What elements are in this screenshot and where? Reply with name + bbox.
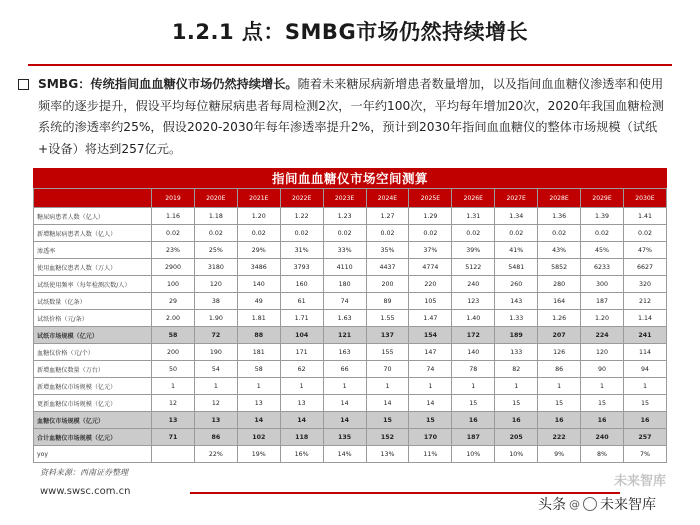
year-header-cell: 2026E <box>452 189 495 208</box>
table-cell: 0.02 <box>152 225 195 242</box>
table-cell: 6233 <box>581 259 624 276</box>
market-table <box>33 168 667 463</box>
bullet-body-text: 随着未来糖尿病新增患者数量增加，以及指间血血糖仪渗透率和使用频率的逐步提升，假设平均每位糖尿病患者每周检测2次，一年约100次，平均每年增加20次，2020年我国血糖检测系统的渗透率约25%，假设2020-2030年每年渗透率提升2%，预计到2030年指间血血糖仪的整体市场规模（试纸+设备）将达到257亿元。 <box>38 77 664 156</box>
table-cell: 1.55 <box>366 310 409 327</box>
year-header-cell: 2028E <box>538 189 581 208</box>
year-header-cell: 2024E <box>366 189 409 208</box>
table-cell: 11% <box>409 446 452 463</box>
table-cell: 0.02 <box>623 225 666 242</box>
table-cell: 1.71 <box>280 310 323 327</box>
table-cell: 13 <box>280 395 323 412</box>
table-cell: 1.18 <box>194 208 237 225</box>
row-label: 血糖仪价格（元/个） <box>34 344 152 361</box>
table-cell: 6627 <box>623 259 666 276</box>
table-row <box>34 293 667 310</box>
table-cell: 181 <box>237 344 280 361</box>
table-cell: 38 <box>194 293 237 310</box>
table-cell: 280 <box>538 276 581 293</box>
table-cell: 257 <box>623 429 666 446</box>
table-cell: 15 <box>495 395 538 412</box>
table-cell: 66 <box>323 361 366 378</box>
table-cell: 14% <box>323 446 366 463</box>
row-label: 更新血糖仪市场规模（亿元） <box>34 395 152 412</box>
footer-url: www.swsc.com.cn <box>40 486 131 497</box>
table-cell: 1 <box>237 378 280 395</box>
table-cell: 86 <box>538 361 581 378</box>
table-cell: 0.02 <box>452 225 495 242</box>
table-cell: 74 <box>323 293 366 310</box>
year-header-cell: 2025E <box>409 189 452 208</box>
watermark-logo: 未来智库 <box>613 474 666 489</box>
source-note: 资料来源：西南证券整理 <box>40 468 128 477</box>
table-cell: 1 <box>366 378 409 395</box>
table-cell: 1.16 <box>152 208 195 225</box>
table-cell: 140 <box>237 276 280 293</box>
table-cell: 58 <box>237 361 280 378</box>
table-cell: 39% <box>452 242 495 259</box>
row-label: 新增血糖仪市场规模（亿元） <box>34 378 152 395</box>
table-cell: 16 <box>581 412 624 429</box>
table-cell: 1.26 <box>538 310 581 327</box>
year-header-cell: 2019 <box>152 189 195 208</box>
table-cell: 1 <box>409 378 452 395</box>
slide-header <box>0 0 700 62</box>
table-cell: 14 <box>280 412 323 429</box>
table-cell: 13 <box>194 412 237 429</box>
at-sign: @ <box>569 497 580 511</box>
table-cell: 15 <box>366 412 409 429</box>
table-header-row <box>34 189 667 208</box>
table-cell: 102 <box>237 429 280 446</box>
table-cell: 0.02 <box>495 225 538 242</box>
table-row <box>34 361 667 378</box>
table-cell: 8% <box>581 446 624 463</box>
table-cell: 222 <box>538 429 581 446</box>
table-cell: 240 <box>452 276 495 293</box>
table-cell: 1.34 <box>495 208 538 225</box>
table-cell: 241 <box>623 327 666 344</box>
toutiao-watermark <box>538 494 656 514</box>
table-cell: 1 <box>495 378 538 395</box>
table-row <box>34 395 667 412</box>
table-cell: 0.02 <box>237 225 280 242</box>
table-cell: 70 <box>366 361 409 378</box>
year-header-cell: 2020E <box>194 189 237 208</box>
table-cell: 88 <box>237 327 280 344</box>
table-cell: 13 <box>152 412 195 429</box>
table-cell: 1 <box>323 378 366 395</box>
table-cell: 104 <box>280 327 323 344</box>
table-row <box>34 378 667 395</box>
table-cell: 1.81 <box>237 310 280 327</box>
table-cell: 114 <box>623 344 666 361</box>
table-cell: 0.02 <box>581 225 624 242</box>
table-row <box>34 429 667 446</box>
toutiao-prefix: 头条 <box>538 497 566 513</box>
header-corner-cell <box>34 189 152 208</box>
table-cell: 86 <box>194 429 237 446</box>
checkbox-bullet-icon <box>18 79 29 90</box>
table-cell: 1.33 <box>495 310 538 327</box>
table-cell: 37% <box>409 242 452 259</box>
table-cell: 171 <box>280 344 323 361</box>
table-cell: 14 <box>366 395 409 412</box>
table-cell: 300 <box>581 276 624 293</box>
table-row <box>34 310 667 327</box>
table-cell: 0.02 <box>280 225 323 242</box>
table-cell: 189 <box>495 327 538 344</box>
table-cell: 1.41 <box>623 208 666 225</box>
table-cell: 0.02 <box>194 225 237 242</box>
table-cell: 1.27 <box>366 208 409 225</box>
table-cell: 207 <box>538 327 581 344</box>
table-cell: 0.02 <box>366 225 409 242</box>
table-cell: 100 <box>152 276 195 293</box>
table-cell: 1.40 <box>452 310 495 327</box>
table-cell: 0.02 <box>538 225 581 242</box>
table-cell: 147 <box>409 344 452 361</box>
table-row <box>34 208 667 225</box>
table-cell: 1 <box>152 378 195 395</box>
table-cell: 89 <box>366 293 409 310</box>
table-cell: 2.00 <box>152 310 195 327</box>
table-cell: 105 <box>409 293 452 310</box>
table-cell: 13% <box>366 446 409 463</box>
table-cell: 200 <box>366 276 409 293</box>
table-row <box>34 327 667 344</box>
table-cell: 9% <box>538 446 581 463</box>
table-cell: 49 <box>237 293 280 310</box>
table-cell: 212 <box>623 293 666 310</box>
table-cell: 240 <box>581 429 624 446</box>
table-cell: 140 <box>452 344 495 361</box>
table-cell: 16 <box>538 412 581 429</box>
table-cell: 155 <box>366 344 409 361</box>
table-cell: 45% <box>581 242 624 259</box>
table-cell: 12 <box>194 395 237 412</box>
table-cell: 3180 <box>194 259 237 276</box>
table-cell: 12 <box>152 395 195 412</box>
toutiao-name: 未来智库 <box>600 497 656 513</box>
table-cell: 4774 <box>409 259 452 276</box>
table-cell: 120 <box>581 344 624 361</box>
table-cell: 133 <box>495 344 538 361</box>
table-cell: 1.47 <box>409 310 452 327</box>
table-cell: 1.22 <box>280 208 323 225</box>
table-cell: 90 <box>581 361 624 378</box>
table-cell: 54 <box>194 361 237 378</box>
table-cell: 14 <box>323 412 366 429</box>
table-cell: 3486 <box>237 259 280 276</box>
table-cell: 4437 <box>366 259 409 276</box>
table-cell: 1.20 <box>237 208 280 225</box>
table-cell: 29 <box>152 293 195 310</box>
table-cell: 16% <box>280 446 323 463</box>
table-cell: 1.36 <box>538 208 581 225</box>
table-cell: 61 <box>280 293 323 310</box>
table-cell: 0.02 <box>323 225 366 242</box>
table-cell: 58 <box>152 327 195 344</box>
row-label: 使用血糖仪患者人数（万人） <box>34 259 152 276</box>
row-label: 血糖仪市场规模（亿元） <box>34 412 152 429</box>
table-cell: 1.23 <box>323 208 366 225</box>
table-cell: 135 <box>323 429 366 446</box>
table-row <box>34 259 667 276</box>
row-label: 合计血糖仪市场规模（亿元） <box>34 429 152 446</box>
table-row <box>34 225 667 242</box>
table-cell: 50 <box>152 361 195 378</box>
table-body <box>34 208 667 463</box>
row-label: 试纸数量（亿条） <box>34 293 152 310</box>
title-divider <box>28 64 672 66</box>
table-cell: 1 <box>194 378 237 395</box>
table-cell <box>152 446 195 463</box>
table-cell: 33% <box>323 242 366 259</box>
table-row <box>34 276 667 293</box>
table-cell: 19% <box>237 446 280 463</box>
table-cell: 121 <box>323 327 366 344</box>
table-cell: 220 <box>409 276 452 293</box>
table-row <box>34 344 667 361</box>
table-cell: 35% <box>366 242 409 259</box>
table-cell: 15 <box>581 395 624 412</box>
table-title: 指间血血糖仪市场空间测算 <box>33 168 667 188</box>
table-cell: 62 <box>280 361 323 378</box>
table-cell: 47% <box>623 242 666 259</box>
table-cell: 205 <box>495 429 538 446</box>
bullet-lead-text: SMBG：传统指间血血糖仪市场仍然持续增长。 <box>38 77 298 91</box>
table-cell: 1 <box>581 378 624 395</box>
table-cell: 74 <box>409 361 452 378</box>
table-cell: 0.02 <box>409 225 452 242</box>
table-cell: 78 <box>452 361 495 378</box>
table-cell: 1.31 <box>452 208 495 225</box>
table-row <box>34 412 667 429</box>
table-cell: 172 <box>452 327 495 344</box>
table-cell: 15 <box>538 395 581 412</box>
table-cell: 15 <box>452 395 495 412</box>
table-cell: 1.14 <box>623 310 666 327</box>
table-cell: 16 <box>495 412 538 429</box>
table-cell: 72 <box>194 327 237 344</box>
table-cell: 320 <box>623 276 666 293</box>
table-cell: 164 <box>538 293 581 310</box>
table-cell: 190 <box>194 344 237 361</box>
year-header-cell: 2022E <box>280 189 323 208</box>
table-cell: 1 <box>452 378 495 395</box>
table-cell: 260 <box>495 276 538 293</box>
table-cell: 163 <box>323 344 366 361</box>
table-cell: 5481 <box>495 259 538 276</box>
table-cell: 1 <box>280 378 323 395</box>
year-header-cell: 2027E <box>495 189 538 208</box>
table-cell: 29% <box>237 242 280 259</box>
table-cell: 16 <box>623 412 666 429</box>
table-cell: 2900 <box>152 259 195 276</box>
table-cell: 126 <box>538 344 581 361</box>
table-cell: 200 <box>152 344 195 361</box>
table-cell: 4110 <box>323 259 366 276</box>
data-table <box>33 188 667 463</box>
table-cell: 118 <box>280 429 323 446</box>
table-cell: 10% <box>495 446 538 463</box>
year-header-cell: 2021E <box>237 189 280 208</box>
table-cell: 1 <box>623 378 666 395</box>
table-cell: 82 <box>495 361 538 378</box>
table-cell: 152 <box>366 429 409 446</box>
table-cell: 1.20 <box>581 310 624 327</box>
table-cell: 120 <box>194 276 237 293</box>
table-cell: 13 <box>237 395 280 412</box>
table-cell: 22% <box>194 446 237 463</box>
table-cell: 10% <box>452 446 495 463</box>
table-cell: 143 <box>495 293 538 310</box>
table-cell: 170 <box>409 429 452 446</box>
table-cell: 154 <box>409 327 452 344</box>
row-label: 试纸市场规模（亿元） <box>34 327 152 344</box>
table-cell: 5852 <box>538 259 581 276</box>
table-cell: 25% <box>194 242 237 259</box>
year-header-cell: 2029E <box>581 189 624 208</box>
table-cell: 16 <box>452 412 495 429</box>
row-label: 试纸使用频率（每年检测次数/人） <box>34 276 152 293</box>
table-cell: 14 <box>409 395 452 412</box>
table-cell: 160 <box>280 276 323 293</box>
row-label: 糖尿病患者人数（亿人） <box>34 208 152 225</box>
table-cell: 123 <box>452 293 495 310</box>
table-row <box>34 242 667 259</box>
row-label: 渗透率 <box>34 242 152 259</box>
table-cell: 3793 <box>280 259 323 276</box>
table-cell: 187 <box>452 429 495 446</box>
table-cell: 14 <box>323 395 366 412</box>
table-row <box>34 446 667 463</box>
table-cell: 94 <box>623 361 666 378</box>
table-cell: 1.63 <box>323 310 366 327</box>
table-cell: 137 <box>366 327 409 344</box>
table-cell: 224 <box>581 327 624 344</box>
year-header-cell: 2030E <box>623 189 666 208</box>
table-cell: 15 <box>409 412 452 429</box>
table-cell: 180 <box>323 276 366 293</box>
table-cell: 1.39 <box>581 208 624 225</box>
row-label: 新增血糖仪数量（万台） <box>34 361 152 378</box>
table-cell: 5122 <box>452 259 495 276</box>
wechat-icon <box>583 497 597 511</box>
table-cell: 23% <box>152 242 195 259</box>
row-label: yoy <box>34 446 152 463</box>
table-cell: 7% <box>623 446 666 463</box>
table-cell: 15 <box>623 395 666 412</box>
table-cell: 41% <box>495 242 538 259</box>
row-label: 新增糖尿病患者人数（亿人） <box>34 225 152 242</box>
table-cell: 1.29 <box>409 208 452 225</box>
row-label: 试纸价格（元/条） <box>34 310 152 327</box>
table-cell: 1 <box>538 378 581 395</box>
table-cell: 43% <box>538 242 581 259</box>
page-title: 1.2.1 点：SMBG市场仍然持续增长 <box>171 20 529 44</box>
table-cell: 31% <box>280 242 323 259</box>
table-cell: 187 <box>581 293 624 310</box>
table-cell: 14 <box>237 412 280 429</box>
table-cell: 71 <box>152 429 195 446</box>
year-header-cell: 2023E <box>323 189 366 208</box>
bullet-paragraph <box>38 74 670 160</box>
table-cell: 1.90 <box>194 310 237 327</box>
